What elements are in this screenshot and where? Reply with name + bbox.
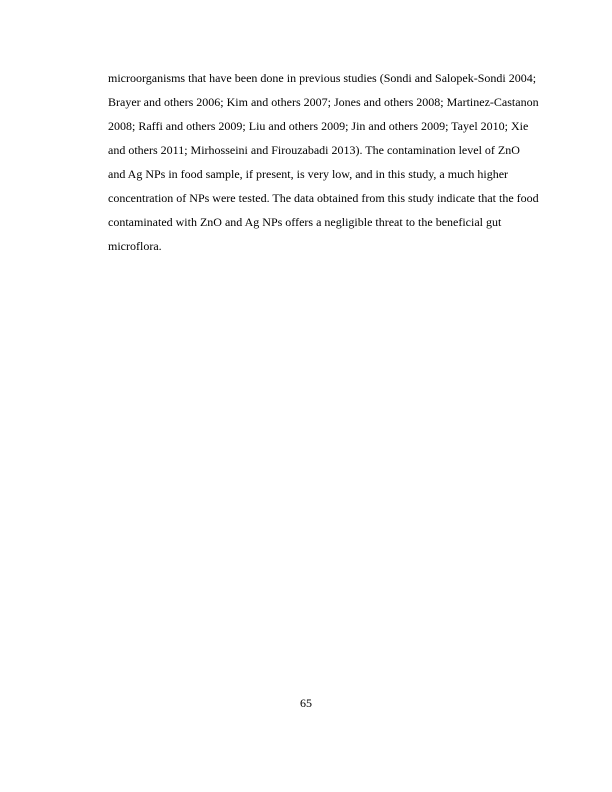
paragraph-line: contaminated with ZnO and Ag NPs offers a negligible threat to the beneficial gut — [108, 215, 502, 229]
page-number: 65 — [300, 696, 312, 710]
paragraph-line: Brayer and others 2006; Kim and others 2007; Jones and others 2008; Martinez-Castanon — [108, 95, 539, 109]
paragraph-line: microorganisms that have been done in previous studies (Sondi and Salopek-Sondi 2004; — [108, 71, 537, 85]
paragraph-line: and others 2011; Mirhosseini and Firouzabadi 2013). The contamination level of ZnO — [108, 143, 520, 157]
paragraph-line: 2008; Raffi and others 2009; Liu and others 2009; Jin and others 2009; Tayel 2010; Xie — [108, 119, 529, 133]
paragraph-line: concentration of NPs were tested. The data obtained from this study indicate that the food — [108, 191, 539, 205]
paragraph-line: and Ag NPs in food sample, if present, is very low, and in this study, a much higher — [108, 167, 509, 181]
paragraph-line: microflora. — [108, 239, 162, 253]
body-paragraph — [108, 66, 548, 258]
